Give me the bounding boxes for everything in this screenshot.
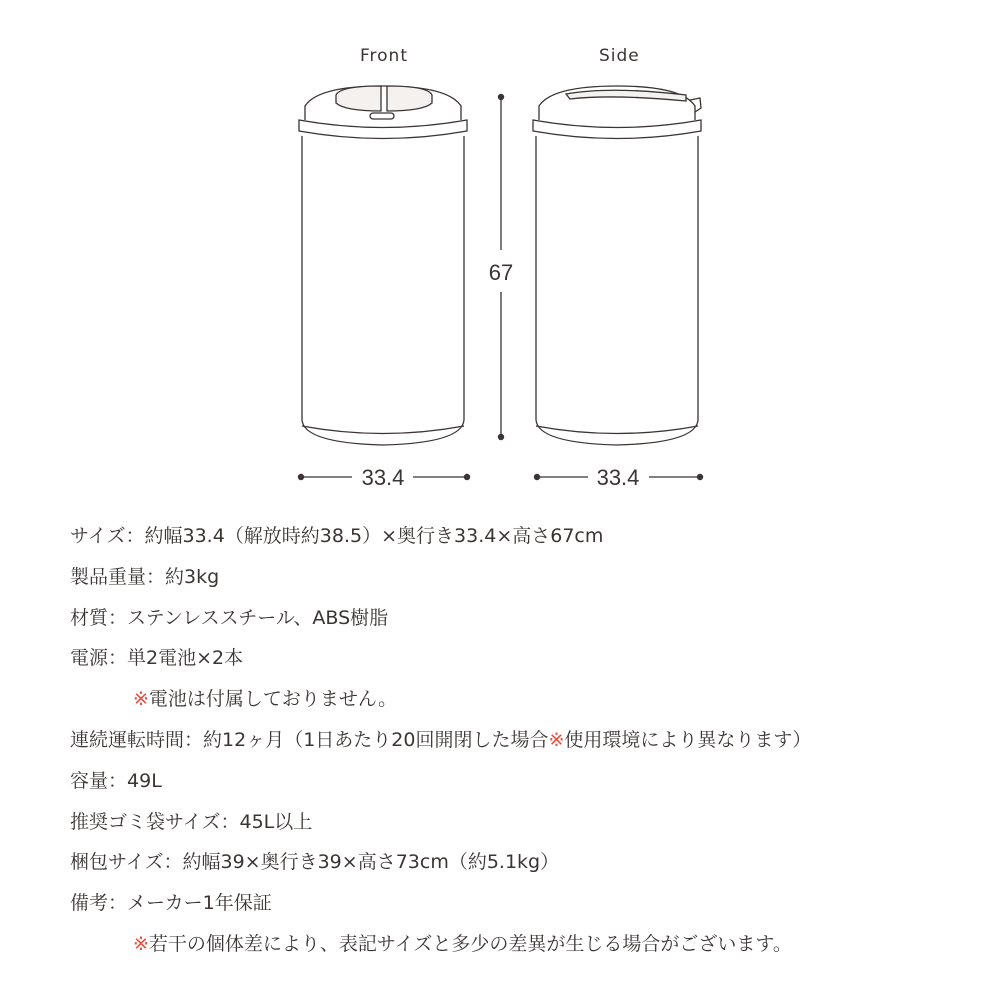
side-width-dimension — [534, 465, 703, 490]
front-lid-flap-left — [336, 86, 381, 111]
front-view-bin — [299, 86, 467, 445]
spec-size: サイズ：約幅33.4（解放時約38.5）×奥行き33.4×高さ67cm — [70, 525, 604, 547]
note-mark: ※ — [548, 728, 565, 751]
note-mark: ※ — [133, 688, 149, 711]
front-width-right-dot — [464, 474, 470, 480]
spec-weight: 製品重量：約3kg — [70, 565, 220, 588]
front-lid — [305, 86, 461, 120]
spec-bag-size: 推奨ゴミ袋サイズ：45L以上 — [70, 810, 313, 833]
front-base-line — [302, 426, 464, 434]
spec-capacity: 容量：49L — [70, 769, 162, 792]
spec-runtime: 連続運転時間：約12ヶ月（1日あたり20回開閉した場合※使用環境により異なります） — [70, 728, 812, 751]
side-width-left-dot — [534, 474, 540, 480]
front-width-dimension — [298, 465, 470, 490]
height-bottom-dot — [498, 434, 504, 440]
front-lid-flap-right — [387, 86, 432, 111]
side-width-value: 33.4 — [596, 465, 640, 490]
spec-power: 電源：単2電池×2本 — [70, 647, 244, 670]
note-battery: ※電池は付属しておりません。 — [133, 688, 398, 711]
side-view-label: Side — [599, 46, 640, 66]
front-lid-rim — [299, 120, 467, 139]
side-width-right-dot — [697, 474, 703, 480]
front-view-label: Front — [360, 46, 408, 66]
spec-remarks: 備考：メーカー1年保証 — [70, 892, 272, 915]
front-width-value: 33.4 — [361, 465, 405, 490]
front-body — [302, 136, 464, 445]
height-value: 67 — [488, 260, 514, 285]
height-dimension — [489, 94, 513, 440]
side-base-line — [536, 426, 698, 434]
side-lid-rim — [533, 120, 701, 139]
side-body — [536, 136, 698, 445]
spec-package-size: 梱包サイズ：約幅39×奥行き39×高さ73cm（約5.1kg） — [70, 851, 560, 874]
front-sensor — [370, 113, 394, 119]
note-size-variance: ※若干の個体差により、表記サイズと多少の差異が生じる場合がございます。 — [133, 932, 792, 955]
note-mark: ※ — [133, 932, 149, 955]
side-lid-open — [566, 90, 686, 101]
side-view-bin — [533, 86, 701, 445]
spec-list — [70, 516, 970, 965]
height-top-dot — [498, 94, 504, 100]
front-width-left-dot — [298, 474, 304, 480]
spec-material: 材質：ステンレススチール、ABS樹脂 — [70, 606, 389, 629]
